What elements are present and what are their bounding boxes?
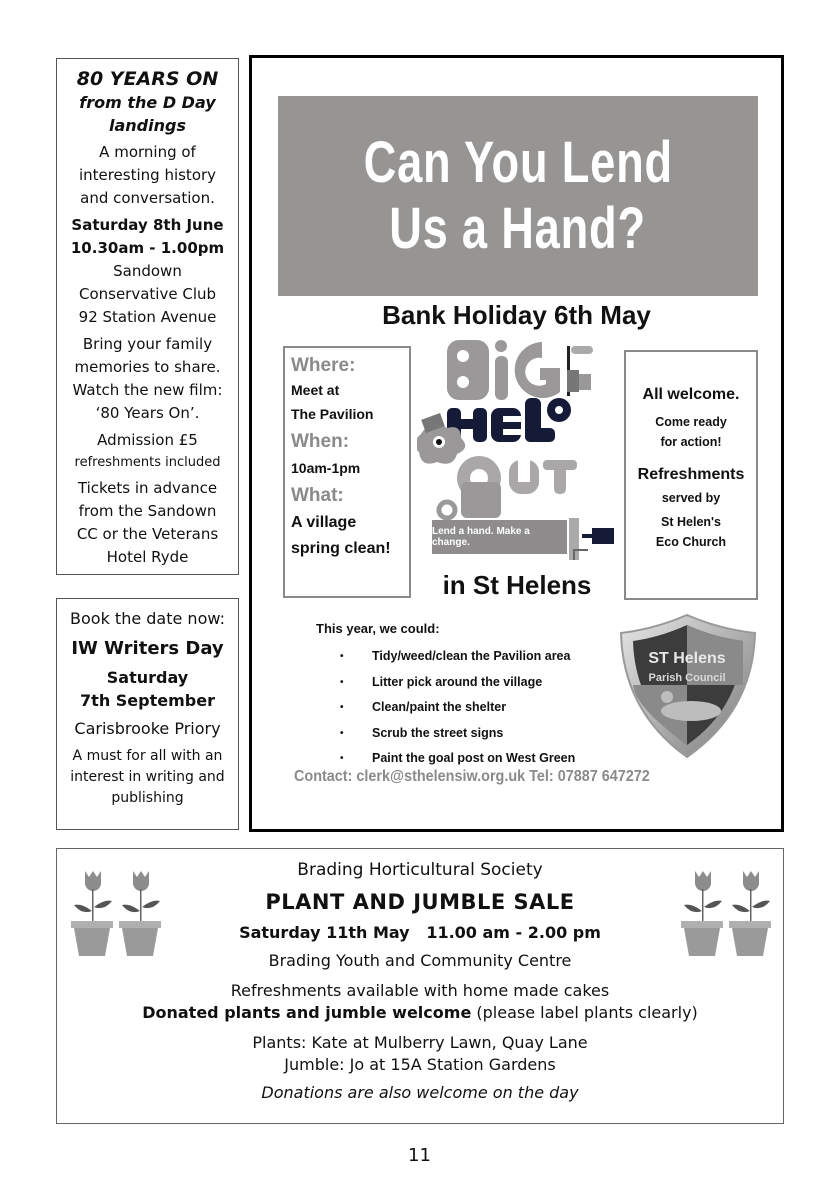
logo-tagline: Lend a hand. Make a change. <box>432 520 567 554</box>
writers-date-1: Saturday <box>106 668 189 687</box>
task-text: Clean/paint the shelter <box>372 700 507 714</box>
contact-line: Contact: clerk@sthelensiw.org.uk Tel: 07887 647272 <box>294 768 650 785</box>
writers-title: IW Writers Day <box>71 638 224 659</box>
writers-day-box <box>56 598 239 830</box>
page-number: 11 <box>408 1145 431 1166</box>
sale-donations-note-italic: Donations are also welcome on the day <box>261 1083 579 1102</box>
dday-subtitle-1: from the D Day <box>79 93 216 112</box>
task-item <box>340 721 575 747</box>
ready-text: Come ready <box>655 415 727 429</box>
where-value: The Pavilion <box>291 406 374 422</box>
logo-out-word <box>439 456 577 518</box>
church-name: Eco Church <box>655 535 727 549</box>
dday-tickets-line: from the Sandown <box>78 502 217 520</box>
when-value: 10am-1pm <box>291 460 361 476</box>
flower-pots-icon <box>65 865 165 957</box>
bullet-icon: • <box>340 727 344 739</box>
dday-time: 10.30am - 1.00pm <box>70 239 225 257</box>
parish-council-crest <box>615 611 760 761</box>
welcome-text: All welcome. <box>642 386 740 403</box>
sale-donations-bold: Donated plants and jumble welcome <box>142 1003 472 1022</box>
task-item <box>340 644 575 670</box>
writers-note-line: publishing <box>111 790 184 806</box>
flower-pots-icon <box>675 865 775 957</box>
task-item <box>340 670 575 696</box>
flyer-date: Bank Holiday 6th May <box>382 300 651 330</box>
church-name: St Helen's <box>661 515 721 529</box>
sale-title: PLANT AND JUMBLE SALE <box>265 890 575 914</box>
dday-date: Saturday 8th June <box>71 216 224 234</box>
dday-subtitle-2: landings <box>109 116 186 135</box>
details-box <box>283 346 411 598</box>
dday-intro-line: interesting history <box>78 166 217 184</box>
task-text: Tidy/weed/clean the Pavilion area <box>372 649 571 663</box>
dday-tickets-line: Hotel Ryde <box>106 548 189 566</box>
headline-line-2: Us a Hand? <box>389 196 647 261</box>
bullet-icon: • <box>340 702 344 713</box>
logo-help-word <box>447 398 571 442</box>
sale-organiser: Brading Horticultural Society <box>297 860 543 880</box>
welcome-box <box>624 350 758 600</box>
flyer-location: in St Helens <box>442 570 592 600</box>
task-item <box>340 695 575 721</box>
dday-admission-note: refreshments included <box>74 455 221 470</box>
tasks-list <box>340 644 575 772</box>
dday-venue-line: 92 Station Avenue <box>78 308 217 326</box>
headline-line-1: Can You Lend <box>363 130 673 195</box>
writers-date-2: 7th September <box>80 691 215 710</box>
dday-intro-line: and conversation. <box>80 189 215 207</box>
where-value: Meet at <box>291 382 340 398</box>
where-label: Where: <box>291 355 356 376</box>
dday-title: 80 YEARS ON <box>76 68 219 90</box>
headline-banner <box>278 96 758 296</box>
sale-jumble-contact: Jumble: Jo at 15A Station Gardens <box>284 1055 556 1074</box>
dday-event-box <box>56 58 239 575</box>
what-value: A village <box>291 514 357 531</box>
crest-line-1: ST Helens <box>648 650 726 667</box>
sale-plants-contact: Plants: Kate at Mulberry Lawn, Quay Lane <box>252 1033 588 1052</box>
tasks-intro: This year, we could: <box>316 621 440 636</box>
sale-refreshments: Refreshments available with home made cakes <box>230 981 610 1000</box>
when-label: When: <box>291 431 350 452</box>
dday-bring-line: Bring your family <box>82 335 213 353</box>
task-text: Paint the goal post on West Green <box>372 751 576 765</box>
writers-note-line: A must for all with an <box>72 748 223 764</box>
roller-vacuum-icon <box>569 518 614 560</box>
plant-jumble-sale-box <box>56 848 784 1124</box>
writers-note-line: interest in writing and <box>70 769 225 785</box>
sale-date-time: Saturday 11th May 11.00 am - 2.00 pm <box>239 923 601 942</box>
logo-big-word <box>447 340 560 400</box>
writers-intro: Book the date now: <box>70 609 225 628</box>
dday-tickets-line: Tickets in advance <box>77 479 218 497</box>
dday-bring-line: memories to share. <box>74 358 221 376</box>
task-text: Litter pick around the village <box>372 674 543 689</box>
writers-venue: Carisbrooke Priory <box>74 719 221 738</box>
served-by-text: served by <box>661 491 721 505</box>
dday-venue-line: Conservative Club <box>78 285 217 303</box>
sale-donations-note: (please label plants clearly) <box>471 1003 698 1022</box>
bullet-icon: • <box>340 676 344 688</box>
dday-venue-line: Sandown <box>113 262 182 280</box>
bullet-icon: • <box>340 651 344 662</box>
refreshments-heading: Refreshments <box>637 466 745 483</box>
bullet-icon: • <box>340 753 344 764</box>
sale-venue: Brading Youth and Community Centre <box>268 951 572 970</box>
dday-tickets-line: CC or the Veterans <box>76 525 219 543</box>
what-label: What: <box>291 485 344 506</box>
paint-roller-icon <box>567 346 593 396</box>
big-help-out-flyer <box>249 55 784 832</box>
dday-admission: Admission £5 <box>97 431 198 449</box>
task-text: Scrub the street signs <box>372 725 504 740</box>
ready-text: for action! <box>660 435 722 449</box>
dday-bring-line: ‘80 Years On’. <box>95 404 200 422</box>
crest-line-2: Parish Council <box>648 672 726 684</box>
sale-donations-line <box>57 1002 783 1024</box>
dday-intro-line: A morning of <box>99 143 196 161</box>
what-value: spring clean! <box>291 540 391 557</box>
dday-bring-line: Watch the new film: <box>72 381 223 399</box>
